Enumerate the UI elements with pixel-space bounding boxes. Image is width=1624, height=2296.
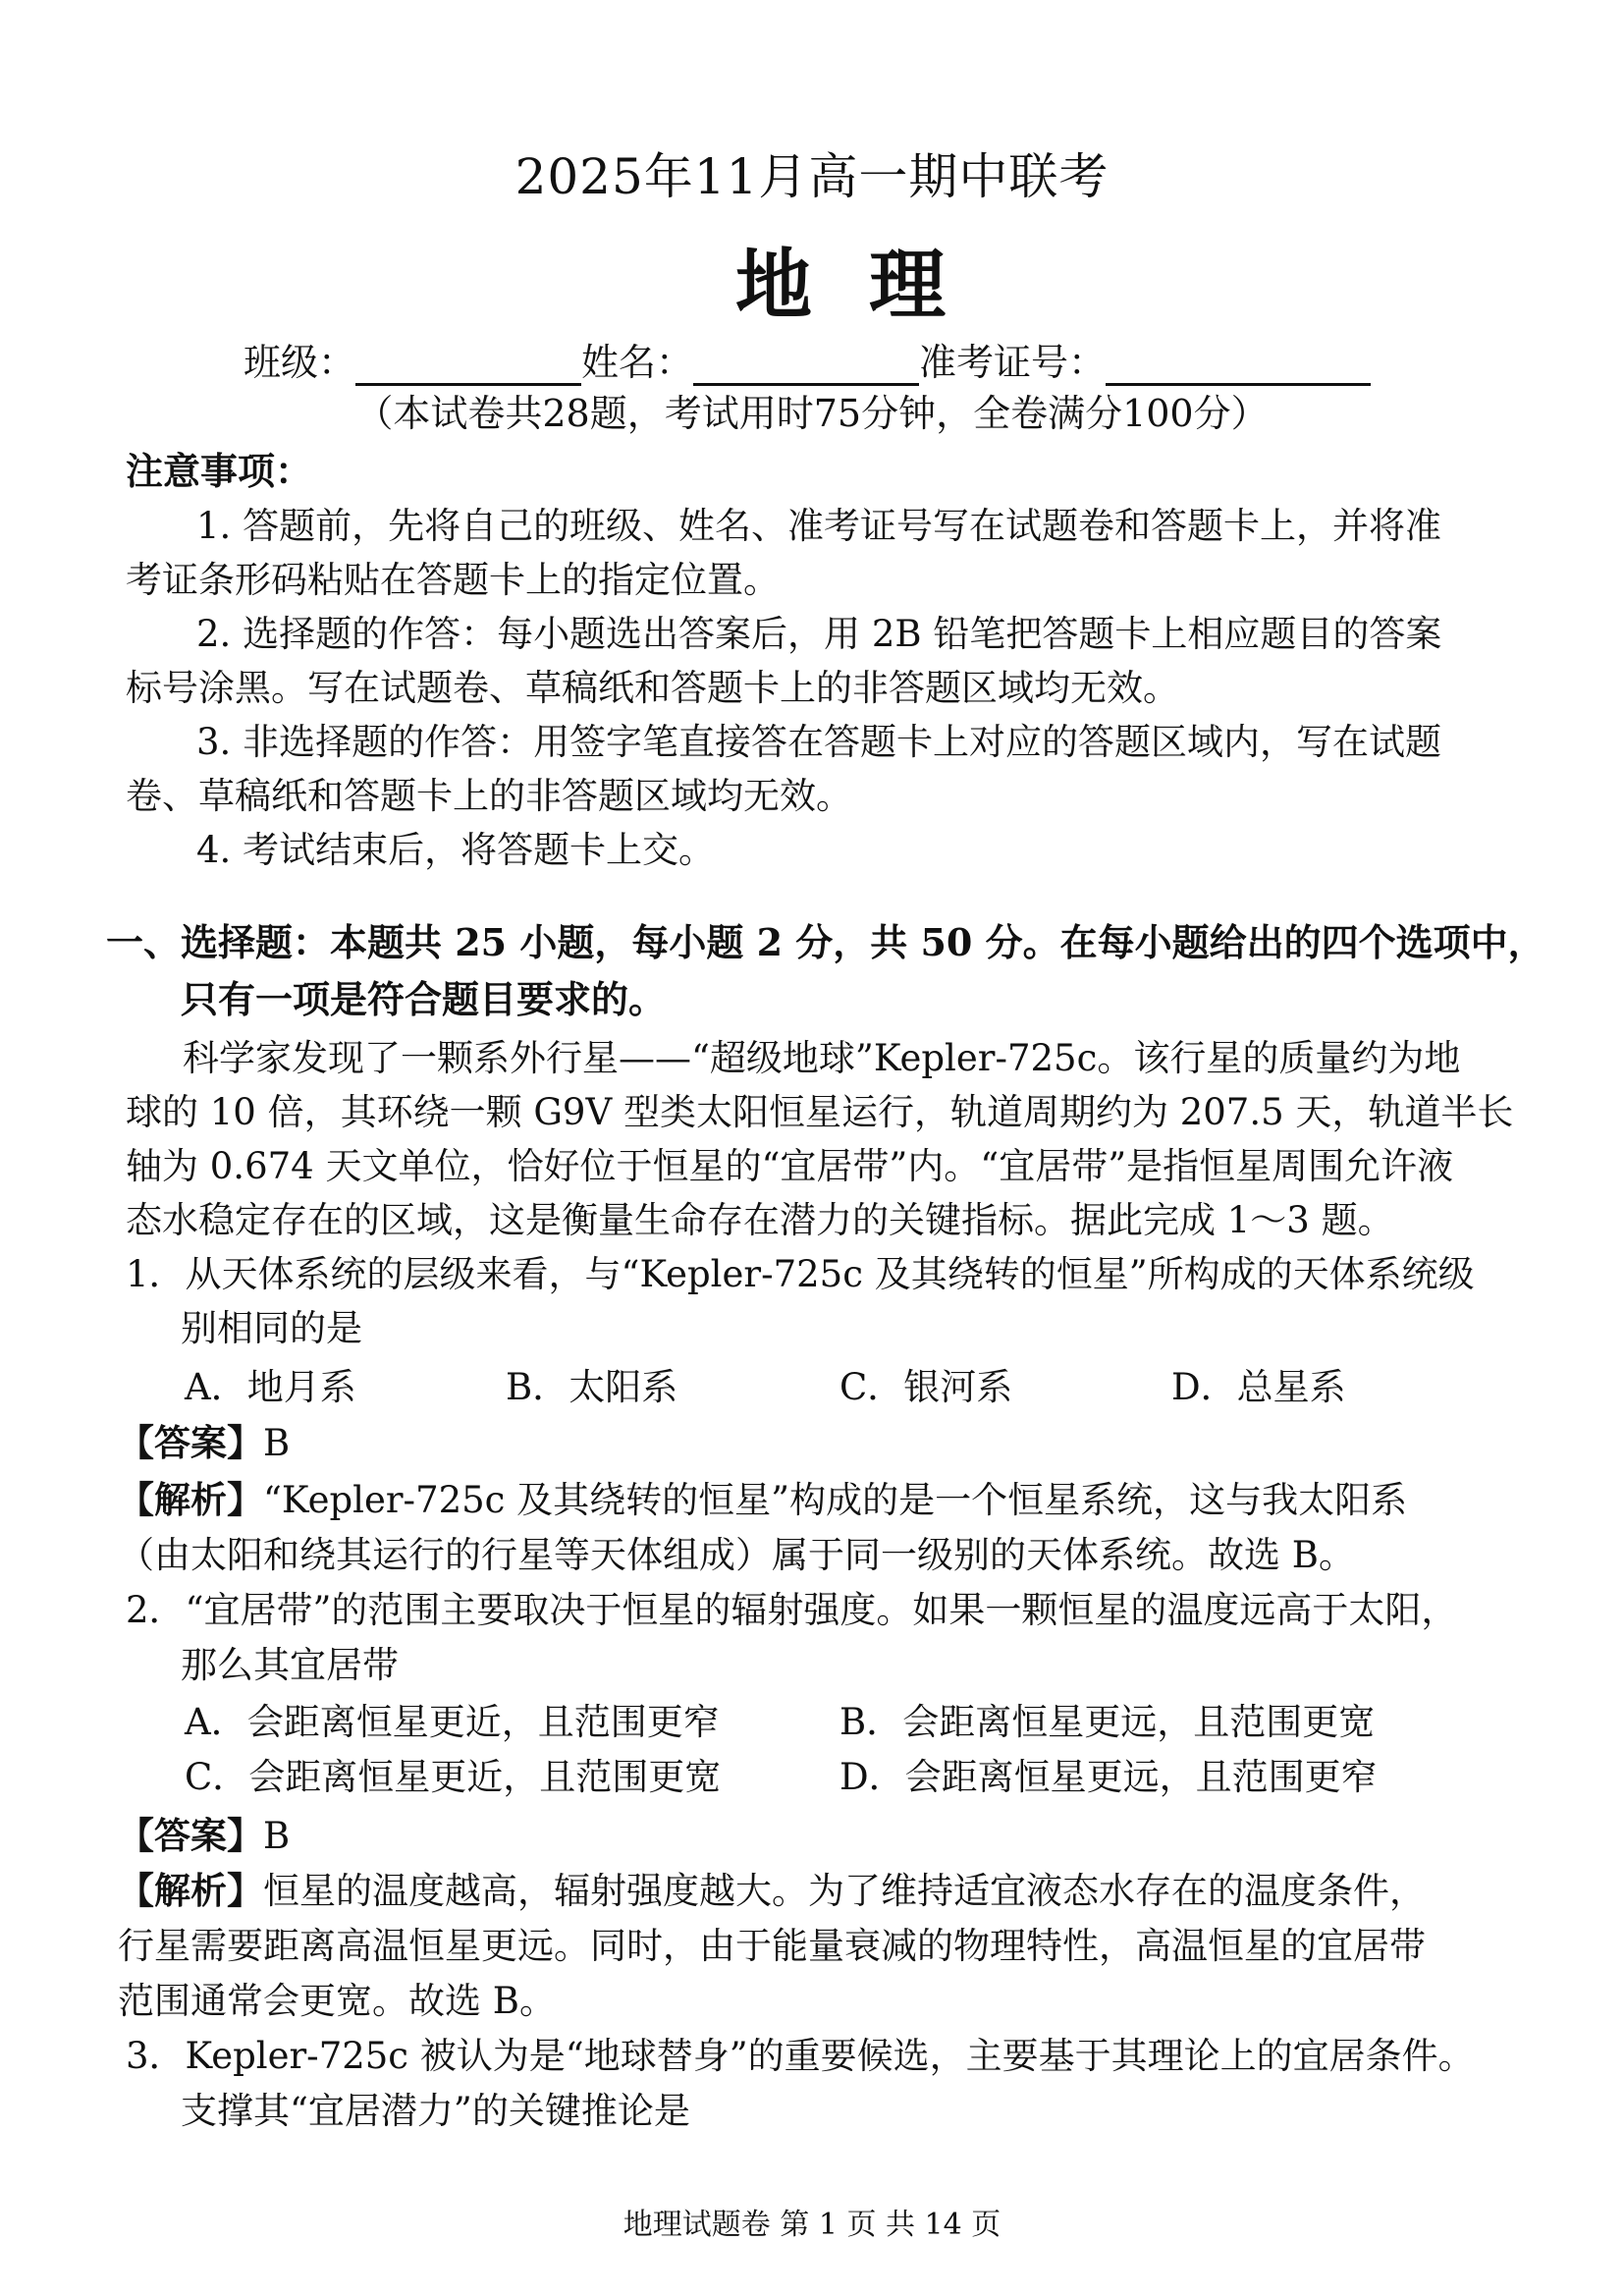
page-footer: 地理试题卷 第 1 页 共 14 页 bbox=[623, 2208, 1001, 2242]
q2-stem-line-1: 2．“宜居带”的范围主要取决于恒星的辐射强度。如果一颗恒星的温度远高于太阳， bbox=[126, 1589, 1458, 1631]
notice-item-1-line-1: 1. 答题前，先将自己的班级、姓名、准考证号写在试题卷和答题卡上，并将准 bbox=[196, 505, 1442, 547]
section-heading-line-2: 只有一项是符合题目要求的。 bbox=[181, 977, 667, 1021]
notice-item-1-line-2: 考证条形码粘贴在答题卡上的指定位置。 bbox=[126, 559, 780, 601]
notice-item-2-line-2: 标号涂黑。写在试题卷、草稿纸和答题卡上的非答题区域均无效。 bbox=[126, 667, 1179, 709]
subject-title: 地理 bbox=[734, 242, 1002, 330]
q2-stem-line-2: 那么其宜居带 bbox=[181, 1644, 399, 1686]
q1-option-c: C．银河系 bbox=[839, 1366, 1013, 1408]
q2-analysis-label: 【解析】 bbox=[118, 1869, 263, 1912]
q2-option-d: D．会距离恒星更远，且范围更窄 bbox=[839, 1756, 1378, 1798]
q1-analysis-line-2: （由太阳和绕其运行的行星等天体组成）属于同一级别的天体系统。故选 B。 bbox=[118, 1534, 1355, 1576]
q1-analysis-label: 【解析】 bbox=[118, 1478, 263, 1521]
name-label: 姓名： bbox=[581, 341, 694, 384]
material-line-3: 轴为 0.674 天文单位，恰好位于恒星的“宜居带”内。“宜居带”是指恒星周围允许液 bbox=[126, 1145, 1454, 1187]
q2-option-c: C．会距离恒星更近，且范围更宽 bbox=[185, 1756, 722, 1798]
notice-item-4: 4. 考试结束后，将答题卡上交。 bbox=[196, 829, 716, 871]
notice-item-3-line-1: 3. 非选择题的作答：用签字笔直接答在答题卡上对应的答题区域内，写在试题 bbox=[196, 721, 1442, 763]
q1-option-a: A．地月系 bbox=[185, 1366, 356, 1408]
q2-option-a: A．会距离恒星更近，且范围更窄 bbox=[185, 1701, 720, 1743]
q2-answer-label: 【答案】 bbox=[118, 1814, 263, 1857]
q1-answer-value: B bbox=[263, 1422, 291, 1464]
name-blank bbox=[693, 348, 919, 386]
notice-title: 注意事项： bbox=[126, 449, 313, 493]
id-label: 准考证号： bbox=[919, 341, 1107, 384]
notice-item-2-line-1: 2. 选择题的作答：每小题选出答案后，用 2B 铅笔把答题卡上相应题目的答案 bbox=[196, 613, 1442, 655]
q2-analysis-line-2: 行星需要距离高温恒星更远。同时，由于能量衰减的物理特性，高温恒星的宜居带 bbox=[118, 1925, 1426, 1967]
q2-analysis-text-1: 恒星的温度越高，辐射强度越大。为了维持适宜液态水存在的温度条件， bbox=[263, 1870, 1426, 1912]
id-blank bbox=[1106, 348, 1371, 386]
q3-stem-line-1: 3．Kepler-725c 被认为是“地球替身”的重要候选，主要基于其理论上的宜居条件。 bbox=[126, 2035, 1475, 2077]
material-line-2: 球的 10 倍，其环绕一颗 G9V 型类太阳恒星运行，轨道周期约为 207.5 天，轨道半长 bbox=[126, 1091, 1514, 1133]
q1-option-b: B．太阳系 bbox=[506, 1366, 678, 1408]
q1-analysis-line-1 bbox=[118, 1473, 1407, 1527]
q2-analysis-line-1 bbox=[118, 1864, 1426, 1918]
q2-analysis-line-3: 范围通常会更宽。故选 B。 bbox=[118, 1980, 556, 2022]
class-blank bbox=[355, 348, 581, 386]
class-label: 班级： bbox=[244, 341, 356, 384]
material-line-1: 科学家发现了一颗系外行星——“超级地球”Kepler-725c。该行星的质量约为地 bbox=[183, 1037, 1461, 1079]
q1-analysis-text-1: “Kepler-725c 及其绕转的恒星”构成的是一个恒星系统，这与我太阳系 bbox=[263, 1479, 1408, 1521]
section-heading-line-1: 一、选择题：本题共 25 小题，每小题 2 分，共 50 分。在每小题给出的四个选项中， bbox=[106, 920, 1545, 964]
q2-answer-value: B bbox=[263, 1815, 291, 1857]
notice-item-3-line-2: 卷、草稿纸和答题卡上的非答题区域均无效。 bbox=[126, 775, 852, 817]
exam-note: （本试卷共28题，考试用时75分钟，全卷满分100分） bbox=[355, 392, 1269, 435]
q1-answer bbox=[118, 1416, 290, 1470]
exam-title: 2025年11月高一期中联考 bbox=[514, 148, 1110, 205]
q1-option-d: D．总星系 bbox=[1171, 1366, 1346, 1408]
q1-stem-line-1: 1．从天体系统的层级来看，与“Kepler-725c 及其绕转的恒星”所构成的天体系统级 bbox=[126, 1253, 1475, 1295]
q2-option-b: B．会距离恒星更远，且范围更宽 bbox=[839, 1701, 1376, 1743]
material-line-4: 态水稳定存在的区域，这是衡量生命存在潜力的关键指标。据此完成 1～3 题。 bbox=[126, 1199, 1394, 1241]
student-info-row bbox=[244, 332, 1371, 386]
q3-stem-line-2: 支撑其“宜居潜力”的关键推论是 bbox=[181, 2090, 690, 2132]
q2-answer bbox=[118, 1809, 290, 1863]
q1-stem-line-2: 别相同的是 bbox=[181, 1307, 362, 1349]
q1-answer-label: 【答案】 bbox=[118, 1421, 263, 1464]
